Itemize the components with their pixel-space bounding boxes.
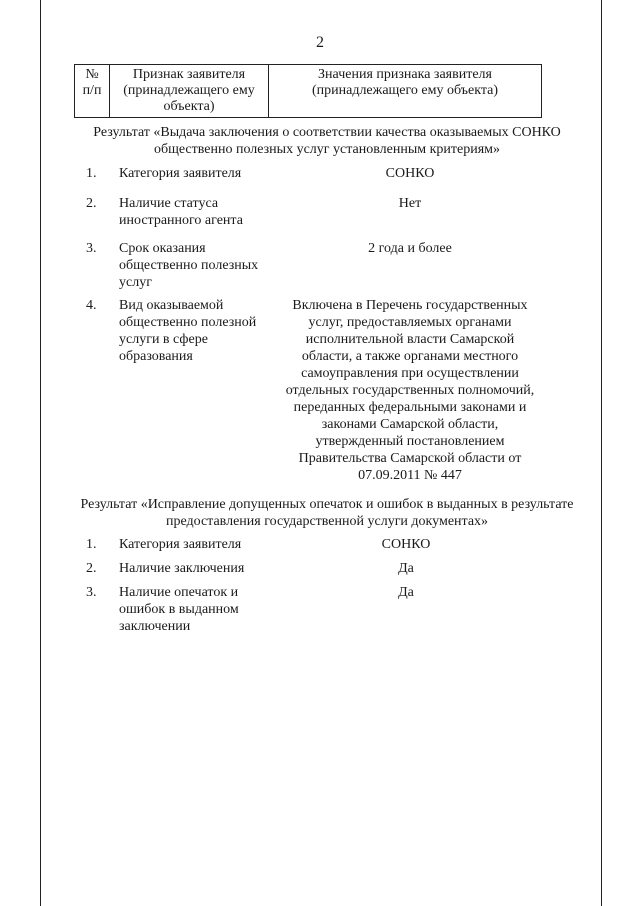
s1-row3-label: Срок оказания общественно полезных услуг <box>119 241 259 290</box>
s1-row1-label: Категория заявителя <box>119 166 242 181</box>
s2-row2-num: 2. <box>86 561 97 576</box>
section1-title: Результат «Выдача заключения о соответствии качества оказываемых СОНКО общественно полезных услуг установленным критериям» <box>93 125 561 157</box>
scan-border-right <box>601 0 602 906</box>
s1-row2-num: 2. <box>86 196 97 211</box>
s1-row3-num: 3. <box>86 241 97 256</box>
s1-row2-value: Нет <box>398 196 422 211</box>
page-number: 2 <box>316 34 324 51</box>
s2-row3-value: Да <box>398 585 414 600</box>
s1-row4-num: 4. <box>86 298 97 313</box>
s1-row4-value: Включена в Перечень государственных услуг, предоставляемых органами исполнительной власти Самарской области, а также органами местного самоуправления при осуществлении отдельных государственных полномочий, переданных федеральными законами и законами Самарской области, утвержденный постановлением Правительства Самарской области от 07.09.2011 № 447 <box>285 298 535 483</box>
s2-row1-value: СОНКО <box>381 537 431 552</box>
header-num: № п/п <box>75 65 110 118</box>
s2-row1-num: 1. <box>86 537 97 552</box>
s1-row2-label: Наличие статуса иностранного агента <box>119 196 243 228</box>
s2-row3-label: Наличие опечаток и ошибок в выданном заключении <box>119 585 239 634</box>
header-attribute: Признак заявителя (принадлежащего ему объекта) <box>110 65 269 118</box>
s1-row1-value: СОНКО <box>385 166 435 181</box>
section2-title: Результат «Исправление допущенных опечаток и ошибок в выданных в результате предоставления государственной услуги документах» <box>80 497 574 529</box>
s1-row4-label: Вид оказываемой общественно полезной услуги в сфере образования <box>119 298 257 364</box>
header-value: Значения признака заявителя (принадлежащего ему объекта) <box>269 65 542 118</box>
table-header <box>74 64 542 118</box>
s1-row1-num: 1. <box>86 166 97 181</box>
s1-row3-value: 2 года и более <box>368 241 452 256</box>
scan-border-left <box>40 0 41 906</box>
s2-row2-value: Да <box>398 561 414 576</box>
s2-row3-num: 3. <box>86 585 97 600</box>
s2-row1-label: Категория заявителя <box>119 537 242 552</box>
s2-row2-label: Наличие заключения <box>119 561 245 576</box>
